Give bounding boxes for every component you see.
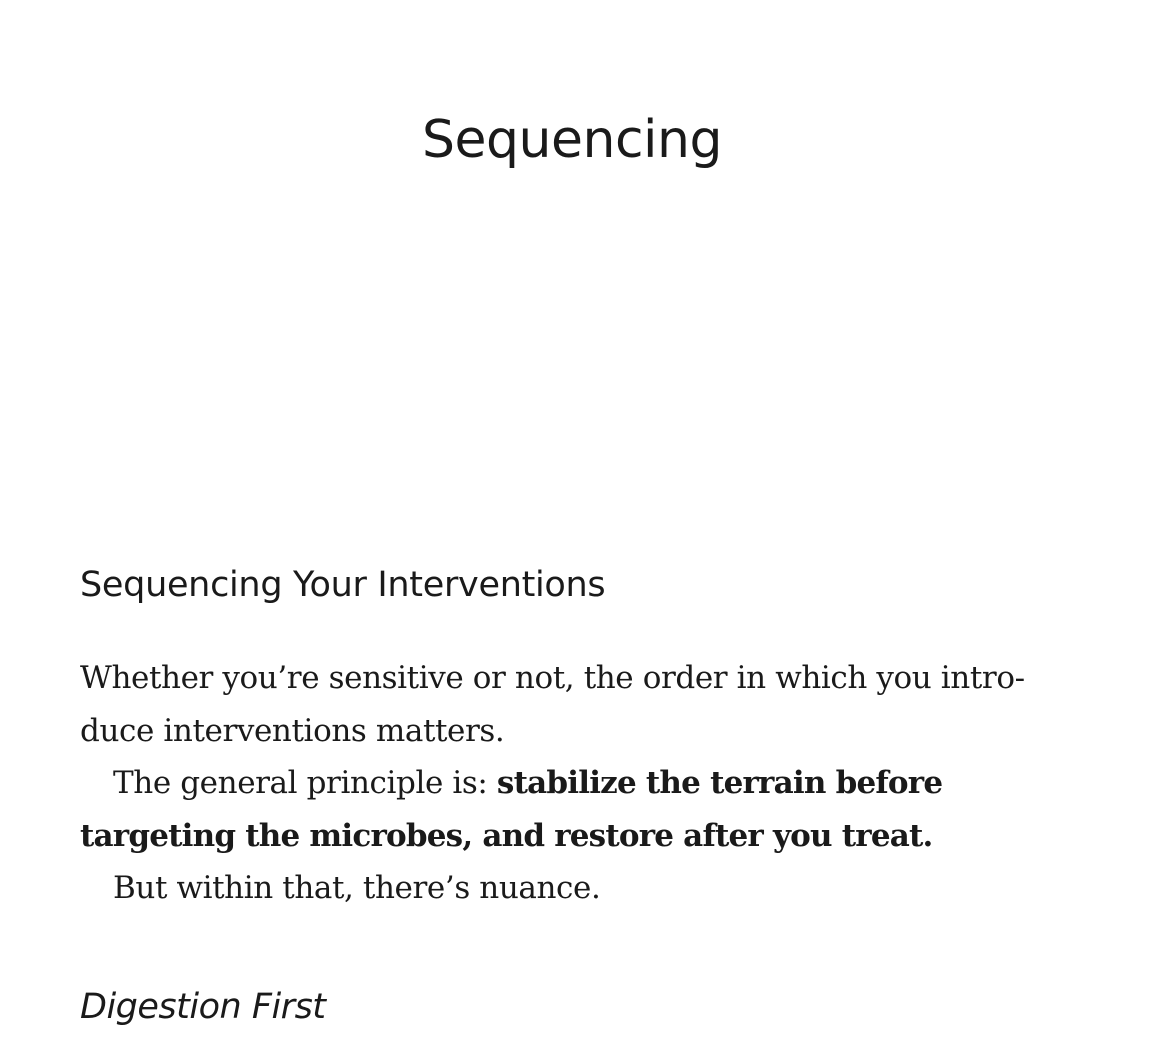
- section-heading: Sequencing Your Interventions: [80, 565, 606, 605]
- paragraph-2: [80, 757, 1080, 862]
- paragraph-2-lead: The general principle is:: [113, 765, 497, 801]
- paragraph-2-emphasis: stabilize the terrain before targeting the microbes, and restore after you treat.: [80, 765, 943, 854]
- paragraph-1: Whether you’re sensitive or not, the order in which you intro-duce interventions matters.: [80, 660, 1025, 749]
- subsection-heading: Digestion First: [80, 987, 326, 1027]
- body-text: [80, 652, 1080, 915]
- paragraph-3: But within that, there’s nuance.: [113, 870, 601, 906]
- chapter-title: Sequencing: [422, 110, 722, 170]
